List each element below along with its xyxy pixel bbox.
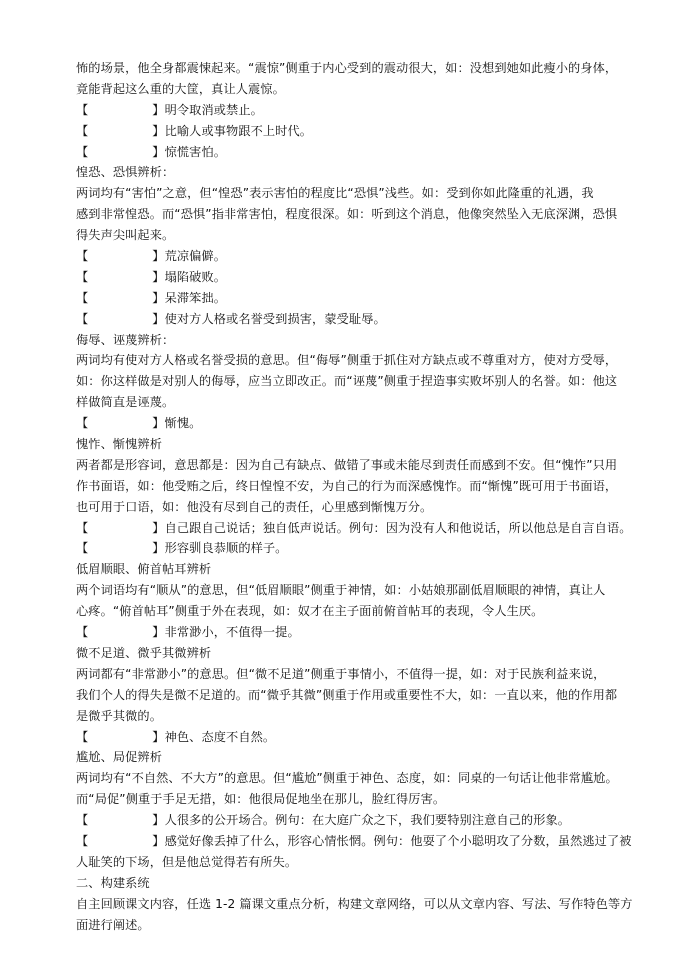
definition-text: 感觉好像丢掉了什么，形容心情怅惘。例句：他耍了个小聪明攻了分数，虽然逃过了被: [164, 833, 632, 848]
paragraph-line: 我们个人的得失是微不足道的。而“微乎其微”侧重于作用或重要性不大，如：一直以来，他的作用都: [76, 687, 618, 702]
section-heading: 微不足道、微乎其微辨析: [76, 645, 212, 660]
bracket-open: 【: [76, 541, 89, 556]
fill-in-blank-item: [76, 727, 636, 748]
paragraph-line: 作书面语，如：他受贿之后，终日惶惶不安，为自己的行为而深感愧怍。而“惭愧”既可用于书面语，: [76, 478, 618, 493]
bracket-close: 】: [152, 729, 165, 744]
fill-in-blank-item: [76, 518, 636, 539]
fill-in-blank-item: [76, 538, 636, 559]
definition-text: 神色、态度不自然。: [164, 729, 276, 744]
bracket-open: 【: [76, 625, 89, 640]
bracket-open: 【: [76, 520, 89, 535]
paragraph-line: 两者都是形容词，意思都是：因为自己有缺点、做错了事或未能尽到责任而感到不安。但“愧怍”只用: [76, 457, 618, 472]
definition-text: 惭愧。: [164, 416, 202, 431]
fill-in-blank-item: [76, 622, 636, 643]
bracket-close: 】: [152, 269, 165, 284]
bracket-close: 】: [152, 520, 165, 535]
paragraph-line: 两个词语均有“顺从”的意思，但“低眉顺眼”侧重于神情，如：小姑娘那副低眉顺眼的神情，真让人: [76, 583, 606, 598]
paragraph-line: 两词都有“非常渺小”的意思。但“微不足道”侧重于事情小，不值得一提，如：对于民族利益来说，: [76, 666, 606, 681]
bracket-open: 【: [76, 269, 89, 284]
bracket-close: 】: [152, 625, 165, 640]
bracket-close: 】: [152, 144, 165, 159]
paragraph-line: 得失声尖叫起来。: [76, 228, 175, 243]
section-heading: 二、构建系统: [76, 875, 150, 890]
paragraph-line: 如：你这样做是对别人的侮辱，应当立即改正。而“诬蔑”侧重于捏造事实败坏别人的名誉。如：他这: [76, 374, 618, 389]
definition-text: 明令取消或禁止。: [164, 102, 263, 117]
definition-text: 塌陷破败。: [164, 269, 227, 284]
bracket-open: 【: [76, 249, 89, 264]
definition-text: 比喻人或事物跟不上时代。: [164, 123, 313, 138]
definition-text: 使对方人格或名誉受到损害，蒙受耻辱。: [164, 311, 386, 326]
bracket-close: 】: [152, 123, 165, 138]
bracket-close: 】: [152, 541, 165, 556]
bracket-close: 】: [152, 833, 165, 848]
paragraph-line: 面进行阐述。: [76, 917, 150, 932]
bracket-open: 【: [76, 729, 89, 744]
definition-text: 非常渺小，不值得一提。: [164, 625, 300, 640]
paragraph-line: 两词均有使对方人格或名誉受损的意思。但“侮辱”侧重于抓住对方缺点或不尊重对方，使对方受辱，: [76, 353, 618, 368]
paragraph-line: 怖的场景，他全身都震悚起来。“震惊”侧重于内心受到的震动很大，如：没想到她如此瘦小的身体，: [76, 61, 618, 75]
definition-text: 形容驯良恭顺的样子。: [164, 541, 288, 556]
section-heading: 尴尬、局促辨析: [76, 750, 163, 765]
bracket-close: 】: [152, 813, 165, 828]
section-heading: 愧怍、惭愧辨析: [76, 437, 163, 452]
bracket-open: 【: [76, 416, 89, 431]
section-heading: 惶恐、恐惧辨析：: [76, 165, 175, 180]
definition-text: 自己跟自己说话；独自低声说话。例句：因为没有人和他说话，所以他总是自言自语。: [164, 520, 632, 535]
paragraph-line: 自主回顾课文内容，任选 1-2 篇课文重点分析，构建文章网络，可以从文章内容、写法、写作特色等方: [76, 896, 633, 911]
fill-in-blank-item: [76, 413, 636, 434]
paragraph-line: 两词均有“害怕”之意，但“惶恐”表示害怕的程度比“恐惧”浅些。如：受到你如此隆重的礼遇，我: [76, 186, 594, 201]
bracket-close: 】: [152, 290, 165, 305]
bracket-close: 】: [152, 249, 165, 264]
fill-in-blank-item: [76, 142, 636, 163]
section-heading: 侮辱、诬蔑辨析：: [76, 332, 175, 347]
bracket-close: 】: [152, 416, 165, 431]
bracket-open: 【: [76, 311, 89, 326]
section-heading: 低眉顺眼、俯首帖耳辨析: [76, 562, 212, 577]
paragraph-line: 心疼。“俯首帖耳”侧重于外在表现，如：奴才在主子面前俯首帖耳的表现，令人生厌。: [76, 604, 544, 619]
bracket-open: 【: [76, 102, 89, 117]
paragraph-line: 是微乎其微的。: [76, 708, 163, 723]
definition-text: 呆滞笨拙。: [164, 290, 227, 305]
bracket-close: 】: [152, 102, 165, 117]
bracket-open: 【: [76, 290, 89, 305]
bracket-open: 【: [76, 123, 89, 138]
fill-in-blank-item: [76, 100, 636, 121]
bracket-close: 】: [152, 311, 165, 326]
paragraph-line: 感到非常惶恐。而“恐惧”指非常害怕，程度很深。如：听到这个消息，他像突然坠入无底深渊，恐惧: [76, 207, 618, 222]
fill-in-blank-item: [76, 288, 636, 309]
fill-in-blank-item: [76, 267, 636, 288]
paragraph-line: 两词均有“不自然、不大方”的意思。但“尴尬”侧重于神色、态度，如：同桌的一句话让他非常尴尬。: [76, 771, 618, 786]
bracket-open: 【: [76, 813, 89, 828]
bracket-open: 【: [76, 144, 89, 159]
definition-text: 荒凉偏僻。: [164, 249, 227, 264]
paragraph-line: 而“局促”侧重于手足无措，如：他很局促地坐在那儿，脸红得厉害。: [76, 792, 446, 807]
fill-in-blank-item: [76, 810, 636, 831]
fill-in-blank-item: [76, 246, 636, 267]
paragraph-line: 人耻笑的下场，但是他总觉得若有所失。: [76, 854, 298, 869]
fill-in-blank-item: [76, 121, 636, 142]
definition-text: 惊慌害怕。: [164, 144, 227, 159]
paragraph-line: 竟能背起这么重的大筐，真让人震惊。: [76, 81, 285, 96]
document-page: [76, 58, 636, 935]
fill-in-blank-item: [76, 309, 636, 330]
definition-text: 人很多的公开场合。例句：在大庭广众之下，我们要特别注意自己的形象。: [164, 813, 571, 828]
paragraph-line: 样做简直是诬蔑。: [76, 395, 175, 410]
paragraph-line: 也可用于口语，如：他没有尽到自己的责任，心里感到惭愧万分。: [76, 499, 433, 514]
bracket-open: 【: [76, 833, 89, 848]
fill-in-blank-item: [76, 831, 636, 852]
